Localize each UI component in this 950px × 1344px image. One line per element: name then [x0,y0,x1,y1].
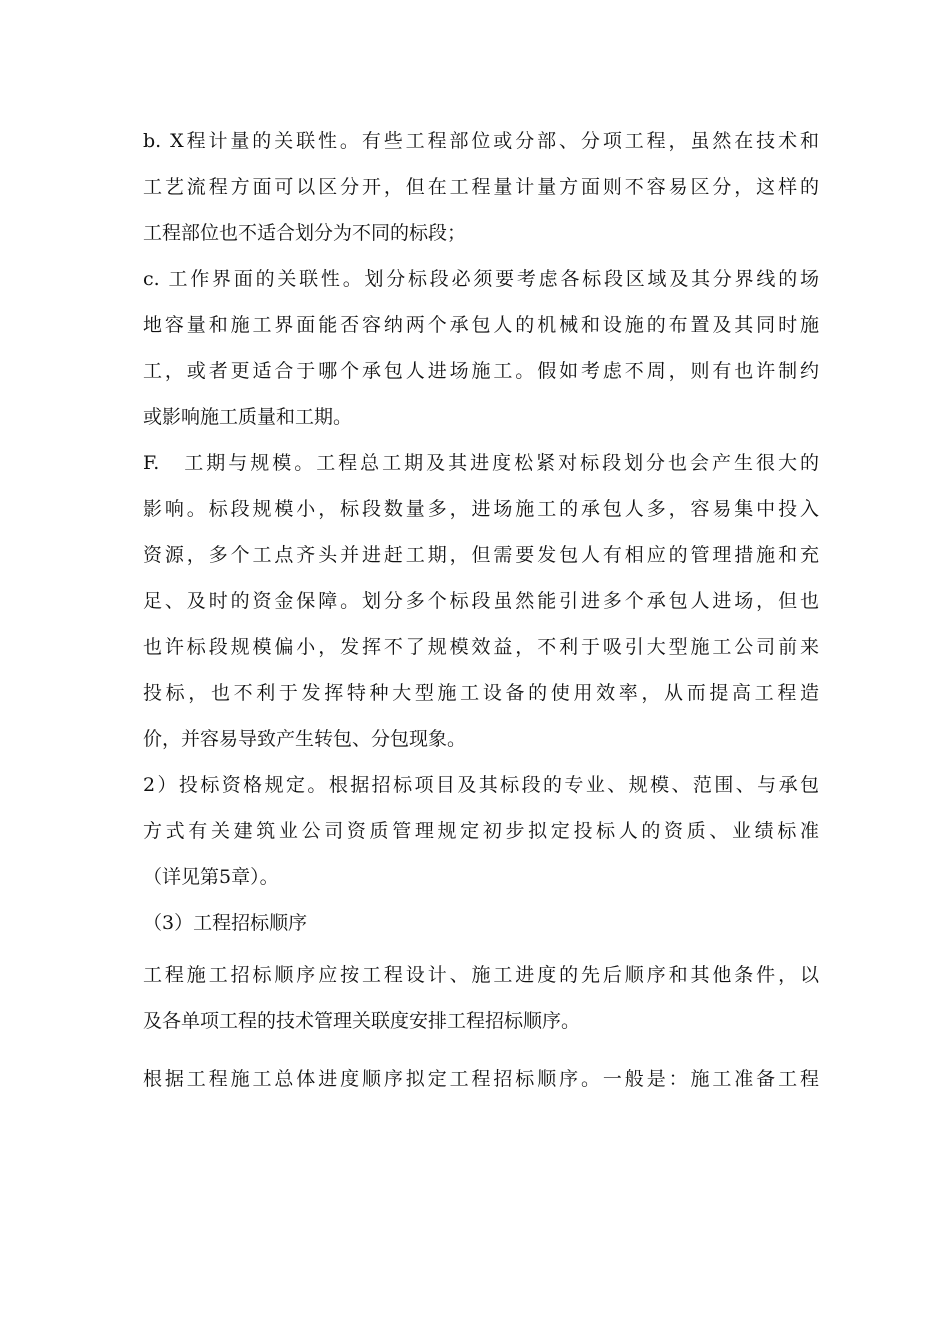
text-line: 方式有关建筑业公司资质管理规定初步拟定投标人的资质、业绩标准 [143,820,819,842]
text-line: 也许标段规模偏小，发挥不了规模效益，不利于吸引大型施工公司前来 [143,636,819,658]
document-body [143,118,819,1102]
paragraph-tender-order-schedule [143,1056,819,1102]
text-line: （详见第5章）。 [143,866,279,888]
text-line: 2）投标资格规定。根据招标项目及其标段的专业、规模、范围、与承包 [143,774,819,796]
text-line: 投标，也不利于发挥特种大型施工设备的使用效率，从而提高工程造 [143,682,819,704]
text-line: 及各单项工程的技术管理关联度安排工程招标顺序。 [143,1010,581,1032]
text-line: 影响。标段规模小，标段数量多，进场施工的承包人多，容易集中投入 [143,498,819,520]
text-line: 工程施工招标顺序应按工程设计、施工进度的先后顺序和其他条件，以 [143,964,819,986]
paragraph-bidder-qualification [143,762,819,900]
paragraph-c-interface-relevance [143,256,819,440]
text-line: （3）工程招标顺序 [143,912,308,934]
text-line: 工，或者更适合于哪个承包人进场施工。假如考虑不周，则有也许制约 [143,360,819,382]
text-line: 工艺流程方面可以区分开，但在工程量计量方面则不容易区分，这样的 [143,176,819,198]
paragraph-tender-order-principle [143,952,819,1044]
text-line: 足、及时的资金保障。划分多个标段虽然能引进多个承包人进场，但也 [143,590,819,612]
text-line: 工程部位也不适合划分为不同的标段； [143,222,467,244]
section-heading-tender-order [143,900,819,946]
text-line: F. 工期与规模。工程总工期及其进度松紧对标段划分也会产生很大的 [143,452,819,474]
text-line: 资源，多个工点齐头并进赶工期，但需要发包人有相应的管理措施和充 [143,544,819,566]
text-line: 地容量和施工界面能否容纳两个承包人的机械和设施的布置及其同时施 [143,314,819,336]
text-line: c. 工作界面的关联性。划分标段必须要考虑各标段区域及其分界线的场 [143,268,819,290]
text-line: b. X程计量的关联性。有些工程部位或分部、分项工程，虽然在技术和 [143,130,819,152]
paragraph-b-workload-relevance [143,118,819,256]
paragraph-f-duration-and-scale [143,440,819,762]
text-line: 根据工程施工总体进度顺序拟定工程招标顺序。一般是：施工准备工程 [143,1068,819,1090]
text-line: 或影响施工质量和工期。 [143,406,353,428]
text-line: 价，并容易导致产生转包、分包现象。 [143,728,467,750]
